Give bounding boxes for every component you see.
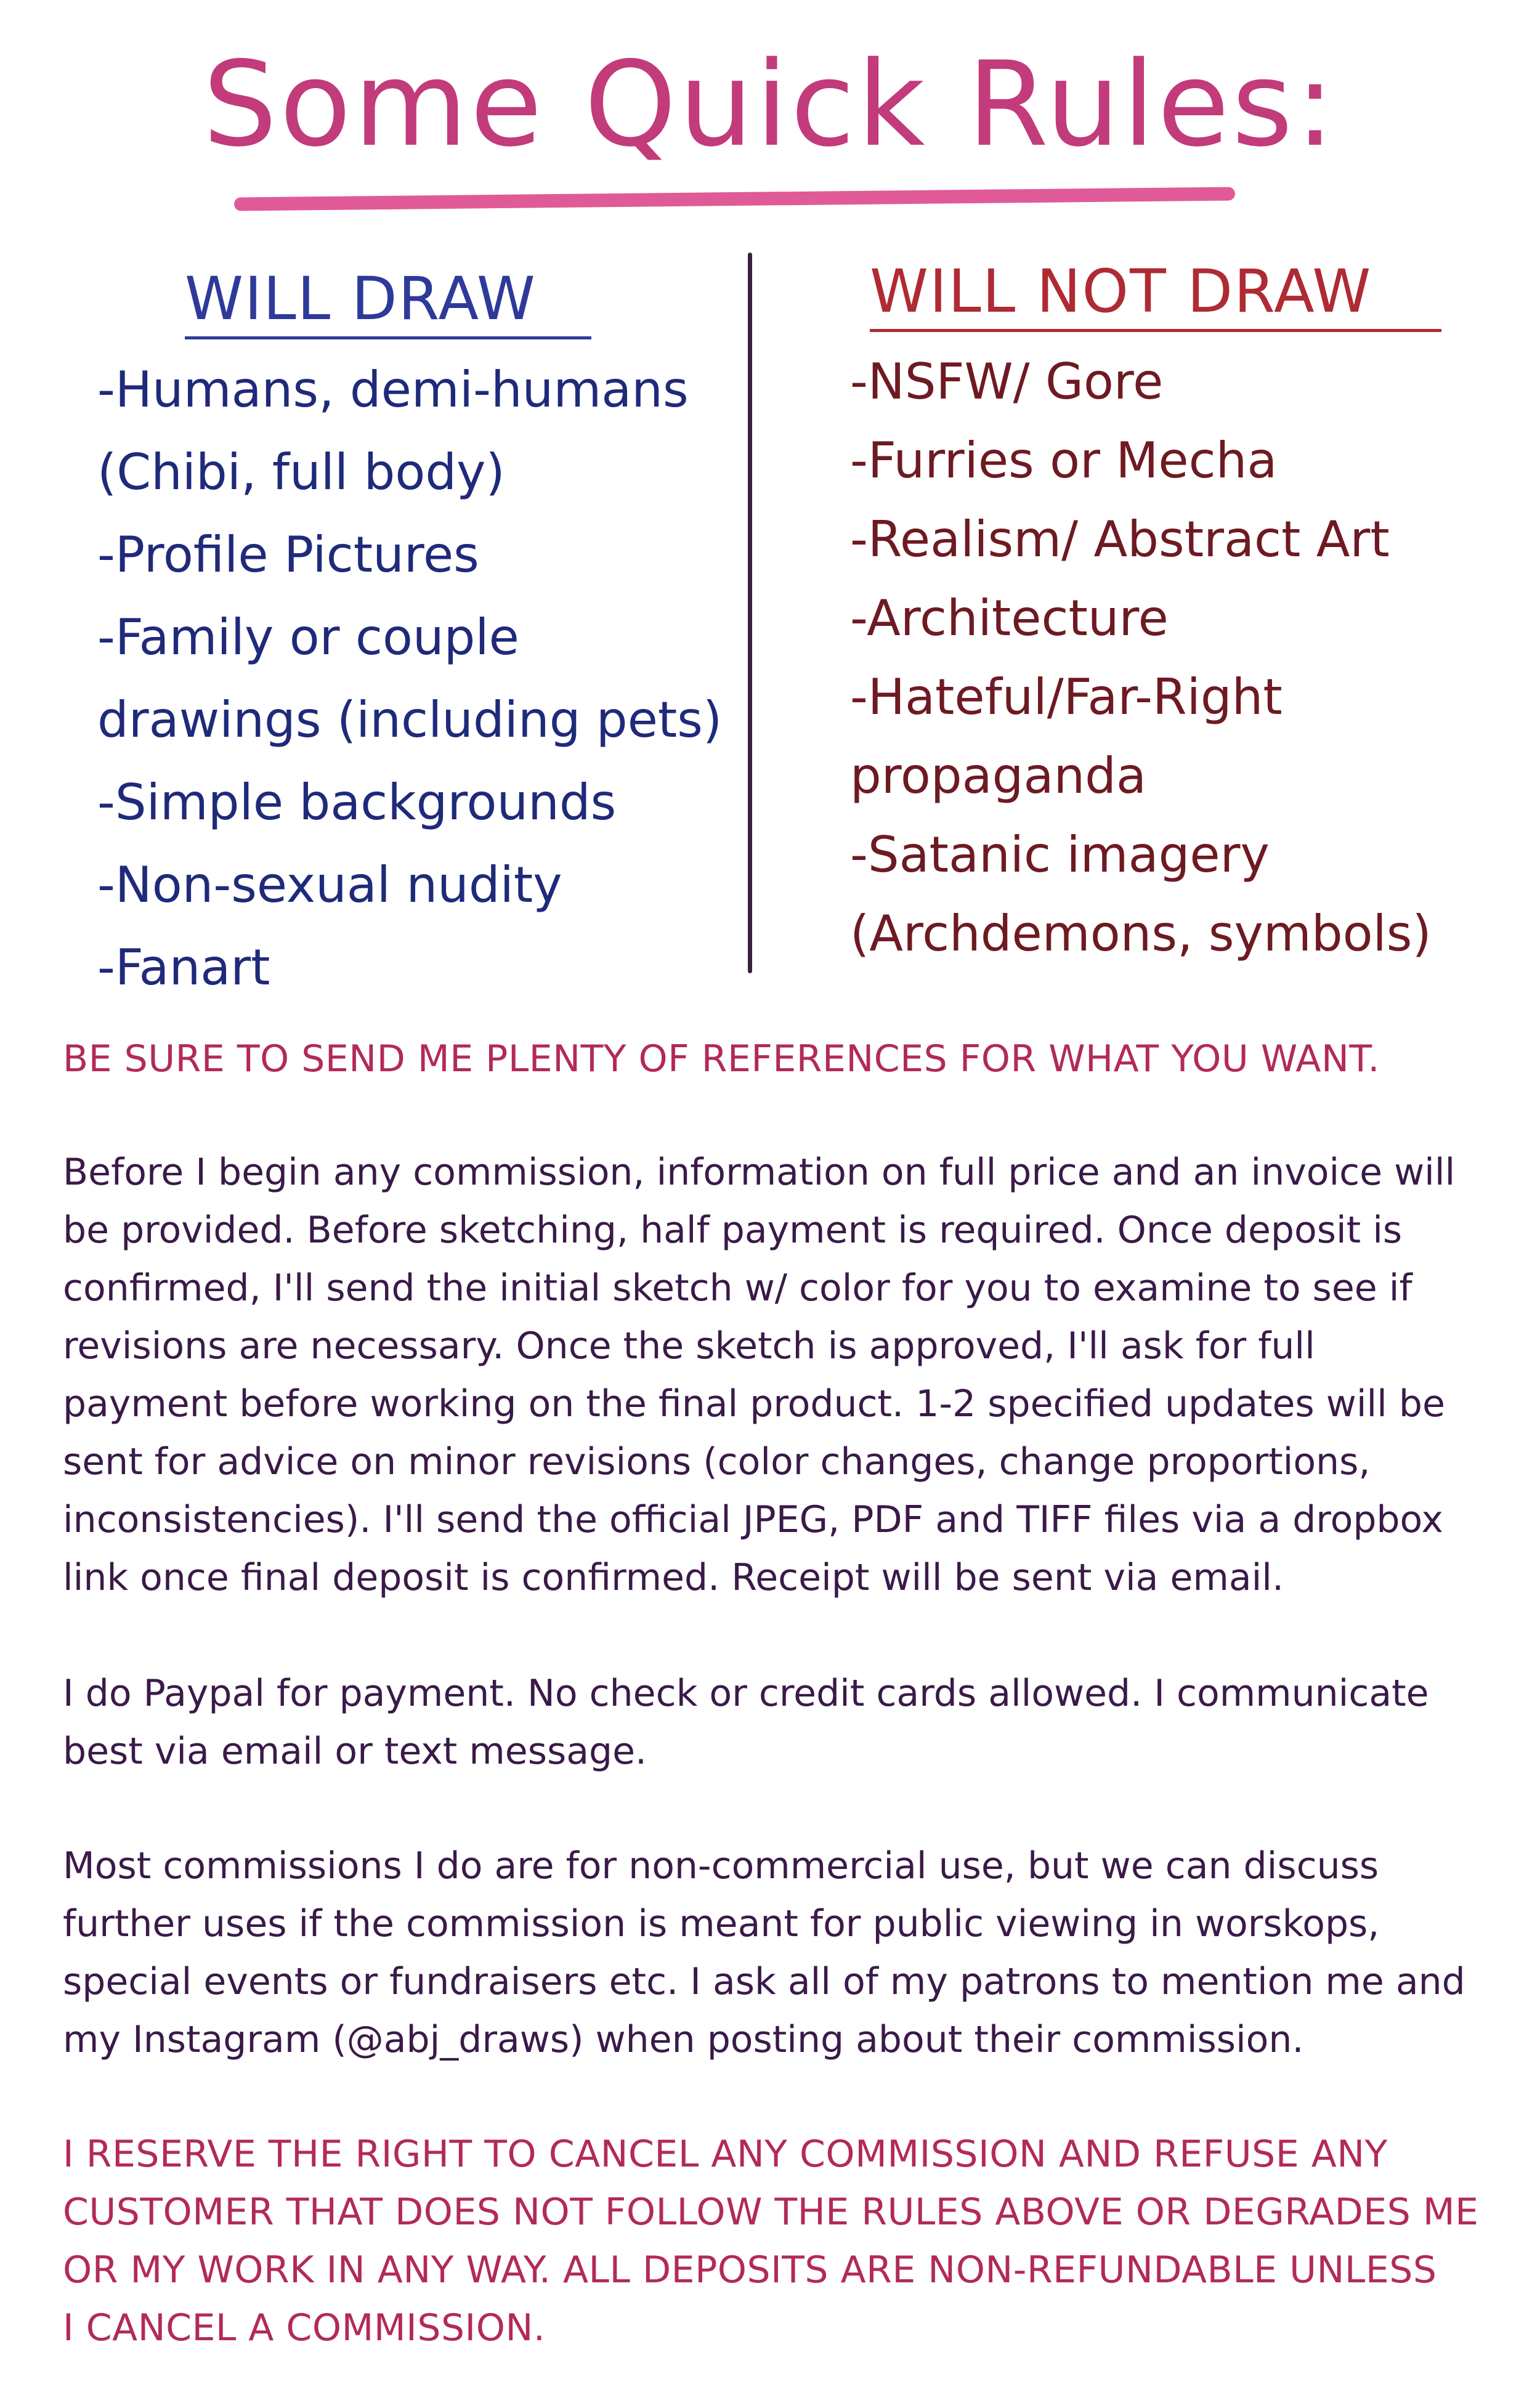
usage-line: further uses if the commission is meant for public viewing in worskops, xyxy=(63,1902,1380,1945)
usage-line: Most commissions I do are for non-commercial use, but we can discuss xyxy=(63,1844,1379,1887)
will-draw-item: (Chibi, full body) xyxy=(97,444,505,501)
will-not-draw-item: -NSFW/ Gore xyxy=(850,353,1164,410)
process-line: inconsistencies). I'll send the official JPEG, PDF and TIFF files via a dropbox xyxy=(63,1498,1443,1541)
will-not-draw-item: propaganda xyxy=(850,747,1146,805)
payment-paragraph xyxy=(63,1664,1517,1780)
reserve-line: I CANCEL A COMMISSION. xyxy=(63,2306,546,2349)
process-line: revisions are necessary. Once the sketch is approved, I'll ask for full xyxy=(63,1324,1315,1368)
will-not-draw-item: (Archdemons, symbols) xyxy=(850,905,1432,962)
will-not-draw-item: -Architecture xyxy=(850,590,1169,647)
page-title: Some Quick Rules: xyxy=(203,36,1337,172)
will-draw-item: -Simple backgrounds xyxy=(97,774,617,831)
will-not-draw-item: -Furries or Mecha xyxy=(850,432,1278,489)
references-notice xyxy=(63,1030,1517,1088)
process-line: sent for advice on minor revisions (color changes, change proportions, xyxy=(63,1440,1371,1483)
will-not-draw-item: -Hateful/Far-Right xyxy=(850,668,1283,726)
column-divider xyxy=(748,253,752,973)
reserve-notice xyxy=(63,2125,1517,2357)
title-underline xyxy=(234,187,1235,211)
process-line: confirmed, I'll send the initial sketch w/ color for you to examine to see if xyxy=(63,1267,1412,1310)
references-line: BE SURE TO SEND ME PLENTY OF REFERENCES FOR WHAT YOU WANT. xyxy=(63,1037,1380,1080)
reserve-line: I RESERVE THE RIGHT TO CANCEL ANY COMMISSION AND REFUSE ANY xyxy=(63,2133,1388,2176)
will-not-draw-list xyxy=(850,343,1432,973)
process-line: Before I begin any commission, information on full price and an invoice will xyxy=(63,1151,1456,1194)
will-draw-item: -Family or couple xyxy=(97,609,519,666)
process-line: payment before working on the final product. 1-2 specified updates will be xyxy=(63,1382,1445,1425)
usage-line: special events or fundraisers etc. I ask all of my patrons to mention me and xyxy=(63,1960,1465,2003)
process-paragraph xyxy=(63,1143,1517,1607)
reserve-line: OR MY WORK IN ANY WAY. ALL DEPOSITS ARE NON-REFUNDABLE UNLESS xyxy=(63,2248,1437,2292)
will-draw-list xyxy=(97,349,722,1009)
usage-line: my Instagram (@abj_draws) when posting about their commission. xyxy=(63,2018,1304,2061)
will-draw-item: -Non-sexual nudity xyxy=(97,856,562,914)
payment-line: best via email or text message. xyxy=(63,1730,647,1773)
will-draw-item: -Profile Pictures xyxy=(97,526,479,583)
reserve-line: CUSTOMER THAT DOES NOT FOLLOW THE RULES ABOVE OR DEGRADES ME xyxy=(63,2191,1479,2234)
will-not-draw-item: -Satanic imagery xyxy=(850,826,1270,883)
will-not-draw-item: -Realism/ Abstract Art xyxy=(850,511,1390,568)
will-draw-heading: WILL DRAW xyxy=(185,265,591,339)
will-draw-item: -Humans, demi-humans xyxy=(97,361,689,418)
usage-paragraph xyxy=(63,1837,1517,2069)
process-line: link once final deposit is confirmed. Receipt will be sent via email. xyxy=(63,1556,1284,1599)
will-not-draw-heading: WILL NOT DRAW xyxy=(870,257,1441,332)
process-line: be provided. Before sketching, half payment is required. Once deposit is xyxy=(63,1209,1403,1252)
payment-line: I do Paypal for payment. No check or credit cards allowed. I communicate xyxy=(63,1672,1429,1715)
will-draw-item: -Fanart xyxy=(97,939,270,996)
will-draw-item: drawings (including pets) xyxy=(97,691,723,748)
